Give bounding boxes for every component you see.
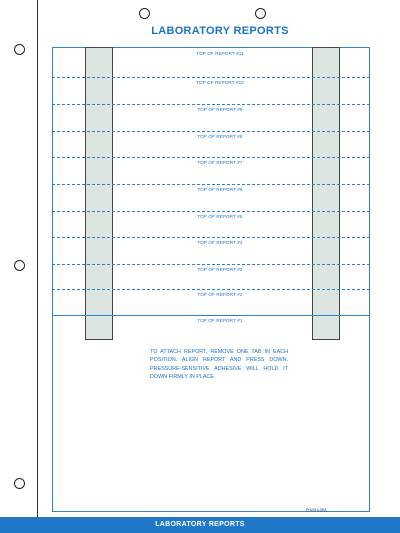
report-label-5: TOP OF REPORT #5 <box>197 214 243 219</box>
report-line-7 <box>52 157 370 158</box>
binder-hole-side-1 <box>14 44 25 55</box>
page-title: LABORATORY REPORTS <box>151 25 289 37</box>
report-line-2 <box>52 289 370 290</box>
report-line-9 <box>52 104 370 105</box>
margin-line <box>37 0 38 533</box>
report-label-11: TOP OF REPORT #11 <box>196 51 244 56</box>
binder-hole-side-2 <box>14 260 25 271</box>
footer-title-bar: LABORATORY REPORTS <box>0 517 400 533</box>
report-label-7: TOP OF REPORT #7 <box>197 160 243 165</box>
report-label-2: TOP OF REPORT #2 <box>197 292 243 297</box>
report-line-3 <box>52 264 370 265</box>
report-line-6 <box>52 184 370 185</box>
report-label-3: TOP OF REPORT #3 <box>197 267 243 272</box>
attach-instructions: TO ATTACH REPORT, REMOVE ONE TAB IN EACH POSITION. ALIGN REPORT AND PRESS DOWN. PRESSURE-SENSITIVE ADHESIVE WILL HOLD IT DOWN FIRMLY IN PLACE. <box>150 349 288 381</box>
report-label-10: TOP OF REPORT #10 <box>196 80 244 85</box>
binder-hole-top-left <box>139 8 150 19</box>
adhesive-tab-right[interactable] <box>312 47 340 340</box>
binder-hole-top-right <box>255 8 266 19</box>
form-code: PH2010-0RA <box>306 508 327 512</box>
report-label-6: TOP OF REPORT #6 <box>197 187 243 192</box>
report-line-4 <box>52 237 370 238</box>
report-label-9: TOP OF REPORT #9 <box>197 107 243 112</box>
report-label-1: TOP OF REPORT #1 <box>197 318 243 323</box>
report-line-10 <box>52 77 370 78</box>
report-label-8: TOP OF REPORT #8 <box>197 134 243 139</box>
report-line-8 <box>52 131 370 132</box>
adhesive-tab-left[interactable] <box>85 47 113 340</box>
report-line-5 <box>52 211 370 212</box>
report-label-4: TOP OF REPORT #4 <box>197 240 243 245</box>
binder-hole-side-3 <box>14 478 25 489</box>
report-line-1 <box>52 315 370 316</box>
